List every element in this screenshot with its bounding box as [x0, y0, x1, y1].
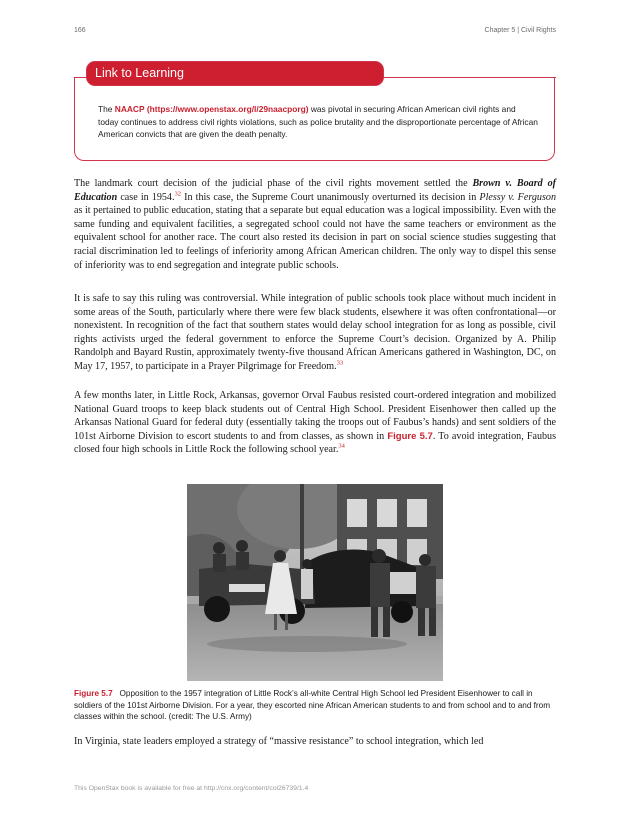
link-to-learning-title: Link to Learning	[86, 61, 384, 86]
little-rock-photo-illustration	[187, 484, 443, 681]
little-rock-photo	[187, 484, 443, 681]
chapter-header: Chapter 5 | Civil Rights	[484, 27, 556, 34]
footnote-ref-34[interactable]: 34	[338, 443, 345, 451]
paragraph-virginia: In Virginia, state leaders employed a strategy of “massive resistance” to school integration, which led	[74, 736, 484, 747]
figure-number: Figure 5.7	[74, 689, 113, 698]
link-to-learning-body: was pivotal in securing African American civil rights and today continues to address civil rights violations, such as police brutality and the disproportionate percentage of African American convicts that are given the death penalty.	[98, 104, 538, 140]
paragraph-little-rock: A few months later, in Little Rock, Arkansas, governor Orval Faubus resisted court-ordered integration and mobilized National Guard troops to keep black students out of Central High School. President Eisenhower then called up the Arkansas National Guard for federal duty (essentially taking the troops out of Faubus’s hands) and sent soldiers of the 101st Airborne Division to escort students to and from classes, as shown in Figure 5.7. To avoid integration, Faubus closed four high schools in Little Rock the following school year.$^{34}$	[74, 390, 557, 456]
footnote-ref-32[interactable]: 32	[174, 190, 181, 198]
naacp-url-link[interactable]: (https://www.openstax.org/l/29naacporg)	[146, 104, 309, 114]
figure-caption	[74, 688, 556, 723]
case-name-plessy: Plessy v. Ferguson	[479, 191, 556, 203]
page-footer: This OpenStax book is available for free at http://cnx.org/content/col26739/1.4	[74, 785, 309, 792]
naacp-link[interactable]: NAACP	[114, 104, 145, 114]
figure-5-7-link[interactable]: Figure 5.7	[387, 430, 433, 442]
page-number: 166	[74, 27, 86, 34]
link-to-learning-text: The NAACP (https://www.openstax.org/l/29naacporg) was pivotal in securing African American civil rights and today continues to address civil rights violations, such as police brutality and the disproportionate percentage of African American convicts that are given the death penalty.	[98, 104, 538, 140]
paragraph-controversial-ruling: It is safe to say this ruling was controversial. While integration of public schools took place without much incident in some areas of the South, particularly where there were few black students, elsewhere it was often confrontational—or nonexistent. In recognition of the fact that southern states would delay school integration for as long as possible, civil rights activists urged the federal government to enforce the Supreme Court’s decision. Organized by A. Philip Randolph and Bayard Rustin, approximately twenty-five thousand African Americans gathered in Washington, DC, on May 17, 1957, to participate in a Prayer Pilgrimage for Freedom.$^{33}$	[74, 293, 556, 372]
paragraph-brown-v-board: The landmark court decision of the judicial phase of the civil rights movement settled the Brown v. Board of Education case in 1954.32 In this case, the Supreme Court unanimously overturned its decision in Plessy v. Ferguson as it pertained to public education, stating that a separate but equal education was a logical impossibility. Even with the same funding and equivalent facilities, a segregated school could not have the same teachers or environment as the equivalent school for another race. The court also rested its decision in part on social science studies suggesting that racial discrimination led to feelings of inferiority among African American children. The only way to dispel this sense of inferiority was to end segregation and integrate public schools.	[74, 178, 556, 271]
case-name-brown: Brown v. Board of Education	[74, 178, 556, 203]
figure-caption-text: Opposition to the 1957 integration of Little Rock’s all-white Central High School led President Eisenhower to call in soldiers of the 101st Airborne Division. For a year, they escorted nine African American students to and from school and to and from classes within the school. (credit: The U.S. Army)	[74, 689, 551, 722]
footnote-ref-33[interactable]: 33	[336, 359, 344, 367]
